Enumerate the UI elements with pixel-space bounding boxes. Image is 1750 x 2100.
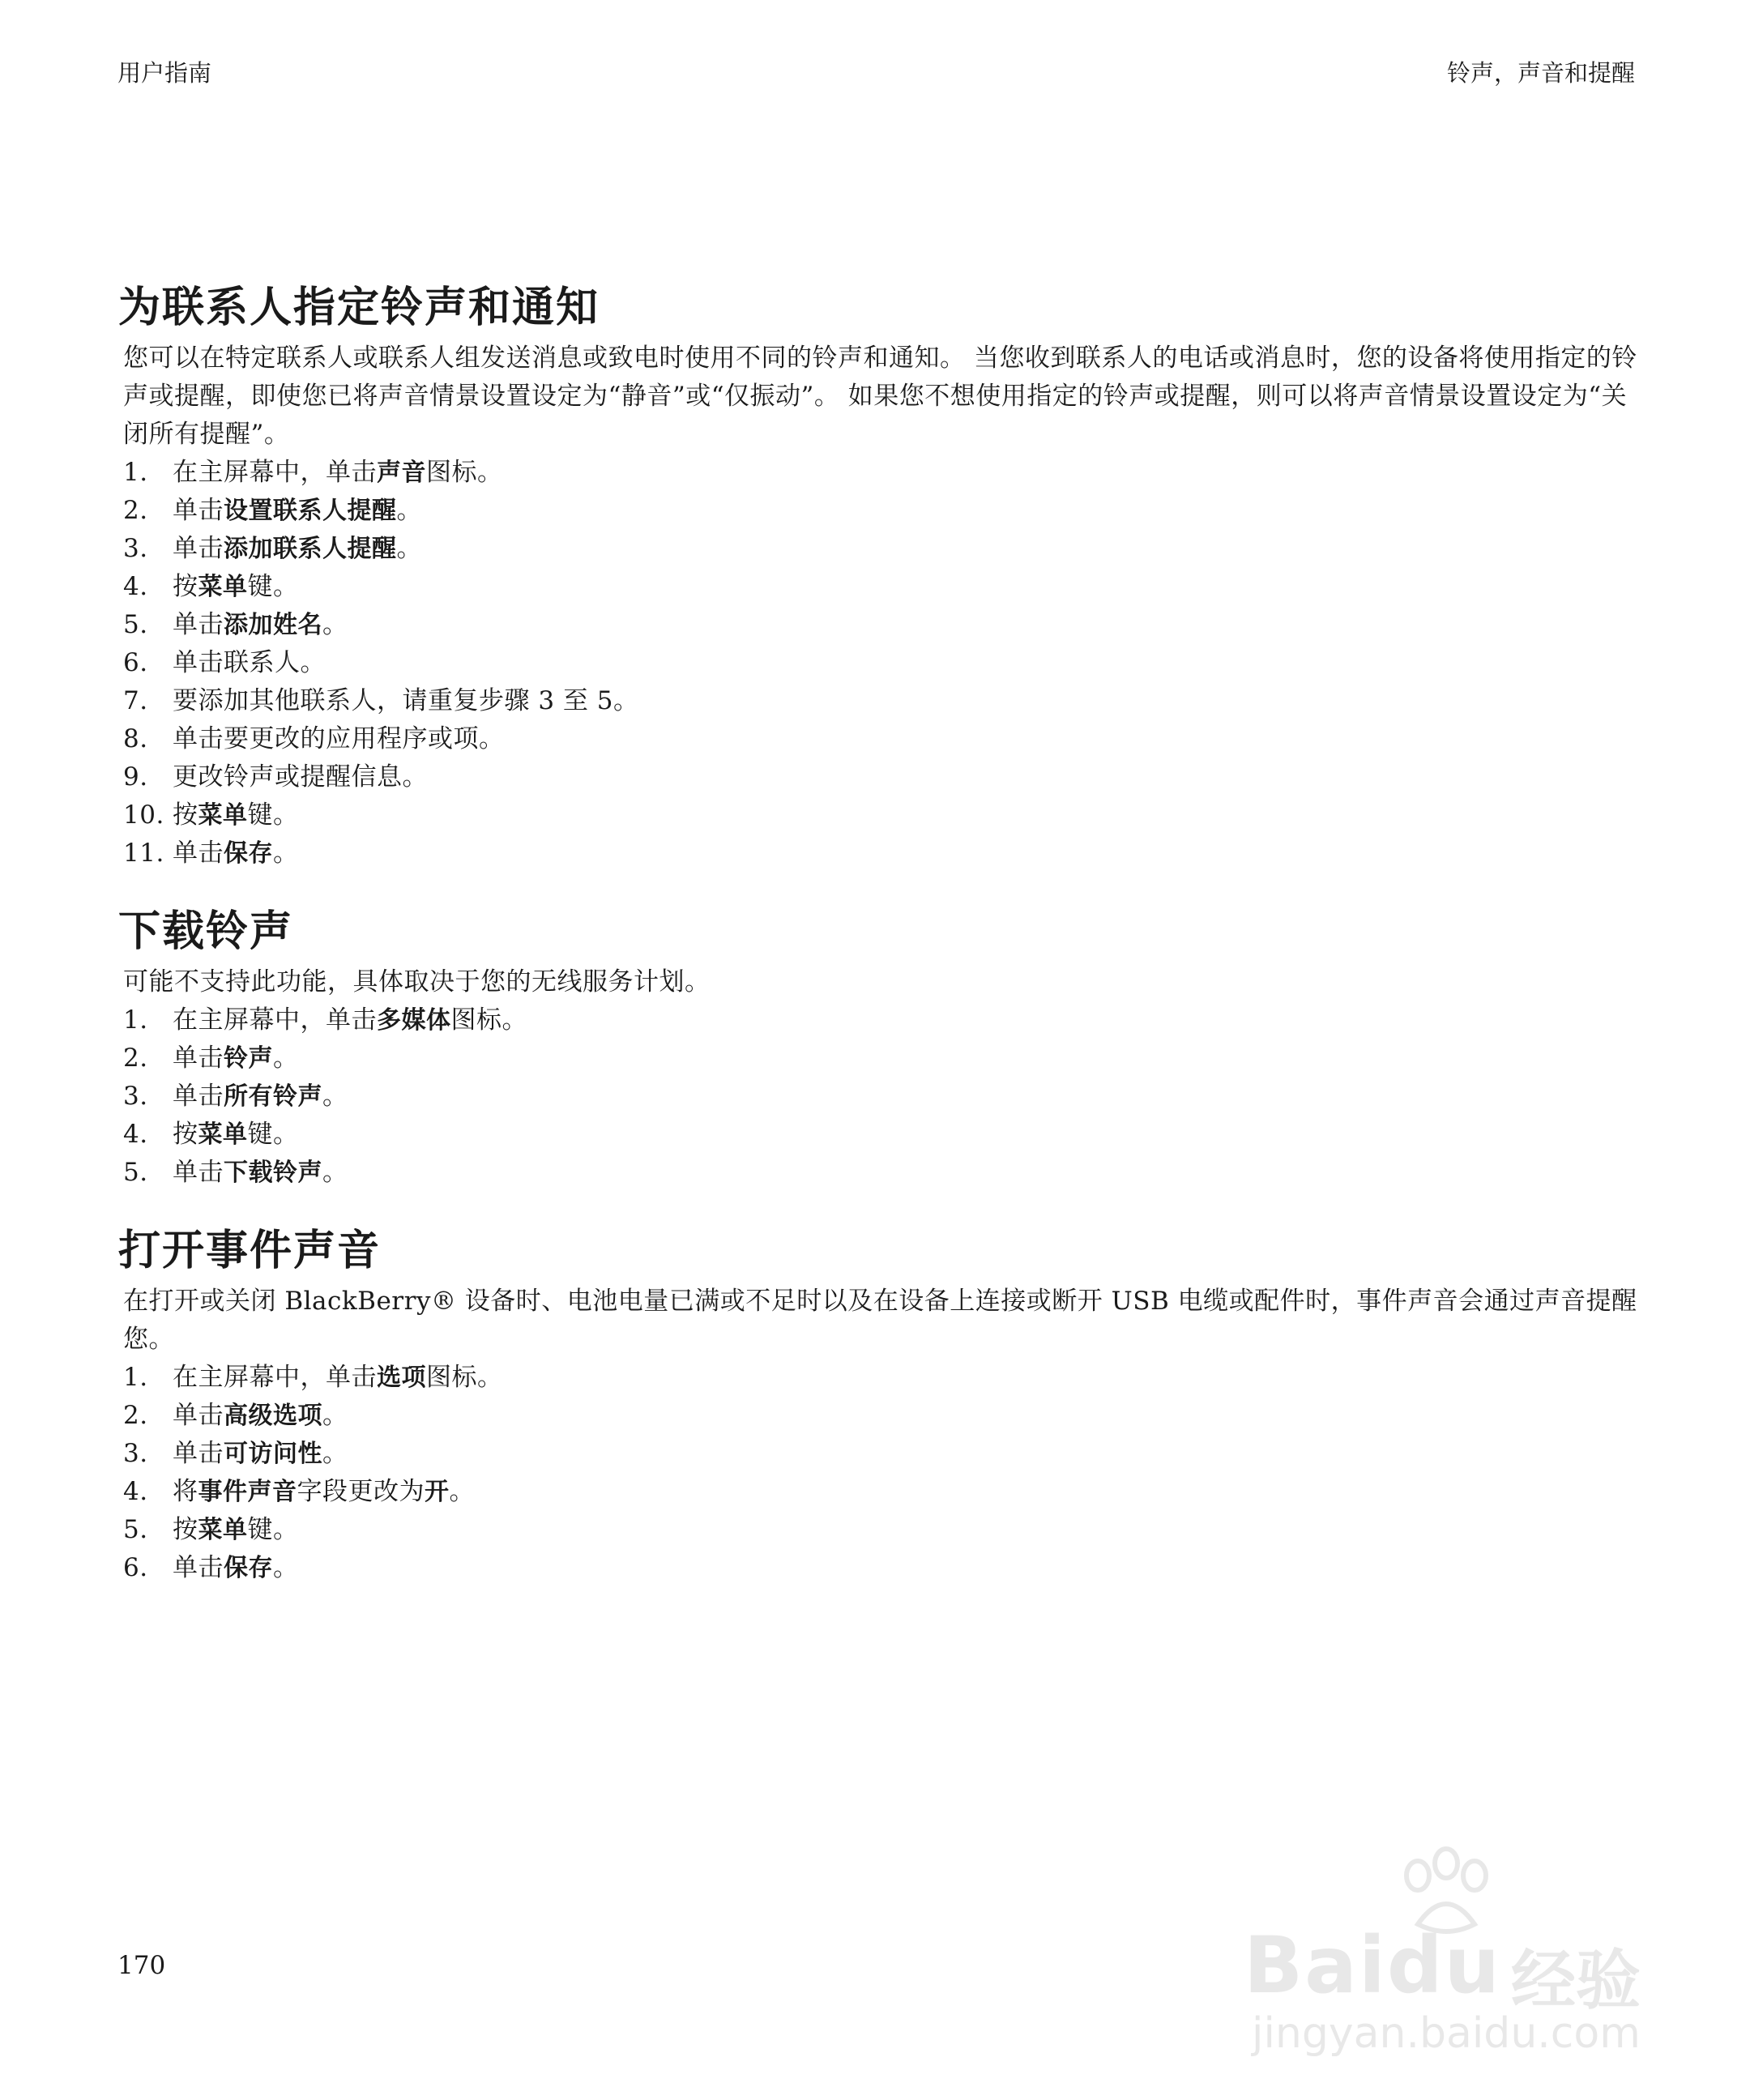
step-number: 1. <box>123 1363 148 1392</box>
step-text: 单击 <box>173 1082 224 1111</box>
step-text: 单击 <box>173 839 224 868</box>
step-item <box>120 1116 1639 1154</box>
step-number: 2. <box>123 1044 148 1073</box>
step-text: 。 <box>449 1477 475 1506</box>
step-text: 字段更改为 <box>297 1477 425 1506</box>
step-text: 单击 <box>173 1439 224 1468</box>
ui-term: 设置联系人提醒 <box>224 497 397 525</box>
ui-term: 声音 <box>377 459 426 487</box>
ui-term: 添加姓名 <box>224 611 322 639</box>
step-list <box>120 1359 1639 1587</box>
ui-term: 开 <box>425 1478 450 1506</box>
step-number: 3. <box>123 534 148 563</box>
step-item <box>120 682 1639 720</box>
step-text: 按 <box>173 1515 198 1544</box>
step-number: 3. <box>123 1439 148 1468</box>
ui-term: 可访问性 <box>224 1440 322 1468</box>
watermark-brand: Baidu <box>1244 1920 1501 2011</box>
step-item <box>120 1039 1639 1078</box>
step-item <box>120 834 1639 873</box>
step-item <box>120 1435 1639 1473</box>
step-item <box>120 720 1639 758</box>
step-number: 3. <box>123 1082 148 1111</box>
step-text: 单击联系人。 <box>173 648 326 677</box>
step-text: 单击 <box>173 1401 224 1430</box>
step-item <box>120 1397 1639 1435</box>
watermark-url: jingyan.baidu.com <box>1252 2009 1641 2058</box>
step-item <box>120 530 1639 568</box>
step-number: 10. <box>123 800 164 830</box>
step-list <box>120 1001 1639 1192</box>
step-text: 图标。 <box>426 458 503 487</box>
step-item <box>120 1078 1639 1116</box>
step-text: 键。 <box>247 800 299 830</box>
step-number: 1. <box>123 458 148 487</box>
section-intro: 您可以在特定联系人或联系人组发送消息或致电时使用不同的铃声和通知。 当您收到联系人的电话或消息时，您的设备将使用指定的铃声或提醒，即使您已将声音情景设置设定为“静音”或“仅振动”。 如果您不想使用指定的铃声或提醒，则可以将声音情景设置设定为“关闭所有提醒”。 <box>123 344 1637 449</box>
step-text: 图标。 <box>450 1005 527 1035</box>
ui-term: 事件声音 <box>198 1478 297 1506</box>
step-item <box>120 758 1639 796</box>
step-item <box>120 1473 1639 1511</box>
step-text: 。 <box>396 534 422 563</box>
section-intro: 在打开或关闭 BlackBerry® 设备时、电池电量已满或不足时以及在设备上连接或断开 USB 电缆或配件时，事件声音会通过声音提醒您。 <box>123 1287 1637 1354</box>
step-item <box>120 606 1639 644</box>
step-text: 要添加其他联系人，请重复步骤 3 至 5。 <box>173 686 639 715</box>
step-number: 6. <box>123 648 148 677</box>
section <box>120 280 1639 873</box>
step-item <box>120 1001 1639 1039</box>
step-text: 图标。 <box>426 1363 503 1392</box>
step-item <box>120 796 1639 834</box>
step-text: 。 <box>273 1044 299 1073</box>
step-text: 。 <box>322 610 348 639</box>
header-doc-title: 用户指南 <box>117 59 212 87</box>
ui-term: 下载铃声 <box>224 1159 322 1187</box>
step-item <box>120 644 1639 682</box>
step-text: 单击 <box>173 496 224 525</box>
ui-term: 多媒体 <box>377 1006 451 1035</box>
ui-term: 菜单 <box>198 573 248 601</box>
step-text: 。 <box>322 1401 348 1430</box>
section <box>120 1223 1639 1587</box>
step-number: 4. <box>123 572 148 601</box>
step-text: 在主屏幕中，单击 <box>173 1363 377 1392</box>
section-intro: 可能不支持此功能，具体取决于您的无线服务计划。 <box>123 967 711 997</box>
step-number: 5. <box>123 610 148 639</box>
step-text: 将 <box>173 1477 198 1506</box>
step-number: 4. <box>123 1120 148 1149</box>
step-item <box>120 568 1639 606</box>
step-text: 。 <box>273 839 299 868</box>
ui-term: 菜单 <box>198 1120 248 1149</box>
step-item <box>120 1154 1639 1192</box>
step-item <box>120 454 1639 492</box>
step-number: 5. <box>123 1158 148 1187</box>
step-number: 6. <box>123 1553 148 1582</box>
step-item <box>120 1359 1639 1397</box>
step-number: 4. <box>123 1477 148 1506</box>
page-header <box>117 55 1635 96</box>
step-text: 键。 <box>247 1515 299 1544</box>
step-text: 。 <box>322 1439 348 1468</box>
step-number: 1. <box>123 1005 148 1035</box>
step-number: 2. <box>123 1401 148 1430</box>
step-text: 按 <box>173 1120 198 1149</box>
step-number: 2. <box>123 496 148 525</box>
section-title: 下载铃声 <box>118 907 294 956</box>
step-text: 单击 <box>173 1044 224 1073</box>
section-title: 打开事件声音 <box>118 1227 382 1275</box>
step-text: 单击 <box>173 1158 224 1187</box>
step-text: 在主屏幕中，单击 <box>173 1005 377 1035</box>
step-number: 8. <box>123 724 148 753</box>
step-text: 单击 <box>173 534 224 563</box>
step-number: 5. <box>123 1515 148 1544</box>
step-text: 。 <box>396 496 422 525</box>
ui-term: 菜单 <box>198 801 248 830</box>
step-text: 。 <box>273 1553 299 1582</box>
ui-term: 所有铃声 <box>224 1082 322 1111</box>
step-text: 按 <box>173 572 198 601</box>
ui-term: 添加联系人提醒 <box>224 535 397 563</box>
step-text: 单击要更改的应用程序或项。 <box>173 724 505 753</box>
section <box>120 903 1639 1192</box>
step-item <box>120 492 1639 530</box>
step-text: 单击 <box>173 610 224 639</box>
step-number: 7. <box>123 686 148 715</box>
step-text: 键。 <box>247 572 299 601</box>
step-text: 在主屏幕中，单击 <box>173 458 377 487</box>
step-item <box>120 1549 1639 1587</box>
step-list <box>120 454 1639 873</box>
step-text: 按 <box>173 800 198 830</box>
step-text: 。 <box>322 1082 348 1111</box>
step-number: 9. <box>123 762 148 792</box>
step-text: 单击 <box>173 1553 224 1582</box>
ui-term: 保存 <box>224 839 273 868</box>
step-text: 更改铃声或提醒信息。 <box>173 762 428 792</box>
header-chapter-title: 铃声，声音和提醒 <box>1446 59 1635 87</box>
page-number: 170 <box>117 1951 166 1980</box>
ui-term: 菜单 <box>198 1516 248 1544</box>
step-number: 11. <box>123 839 164 868</box>
baidu-watermark <box>1244 1843 1665 2058</box>
ui-term: 铃声 <box>224 1044 273 1073</box>
section-title: 为联系人指定铃声和通知 <box>118 284 600 332</box>
step-item <box>120 1511 1639 1549</box>
ui-term: 选项 <box>377 1364 426 1392</box>
ui-term: 保存 <box>224 1554 273 1582</box>
step-text: 键。 <box>247 1120 299 1149</box>
ui-term: 高级选项 <box>224 1402 322 1430</box>
step-text: 。 <box>322 1158 348 1187</box>
watermark-brand-cn: 经验 <box>1511 1943 1641 2018</box>
document-body <box>120 280 1639 1587</box>
